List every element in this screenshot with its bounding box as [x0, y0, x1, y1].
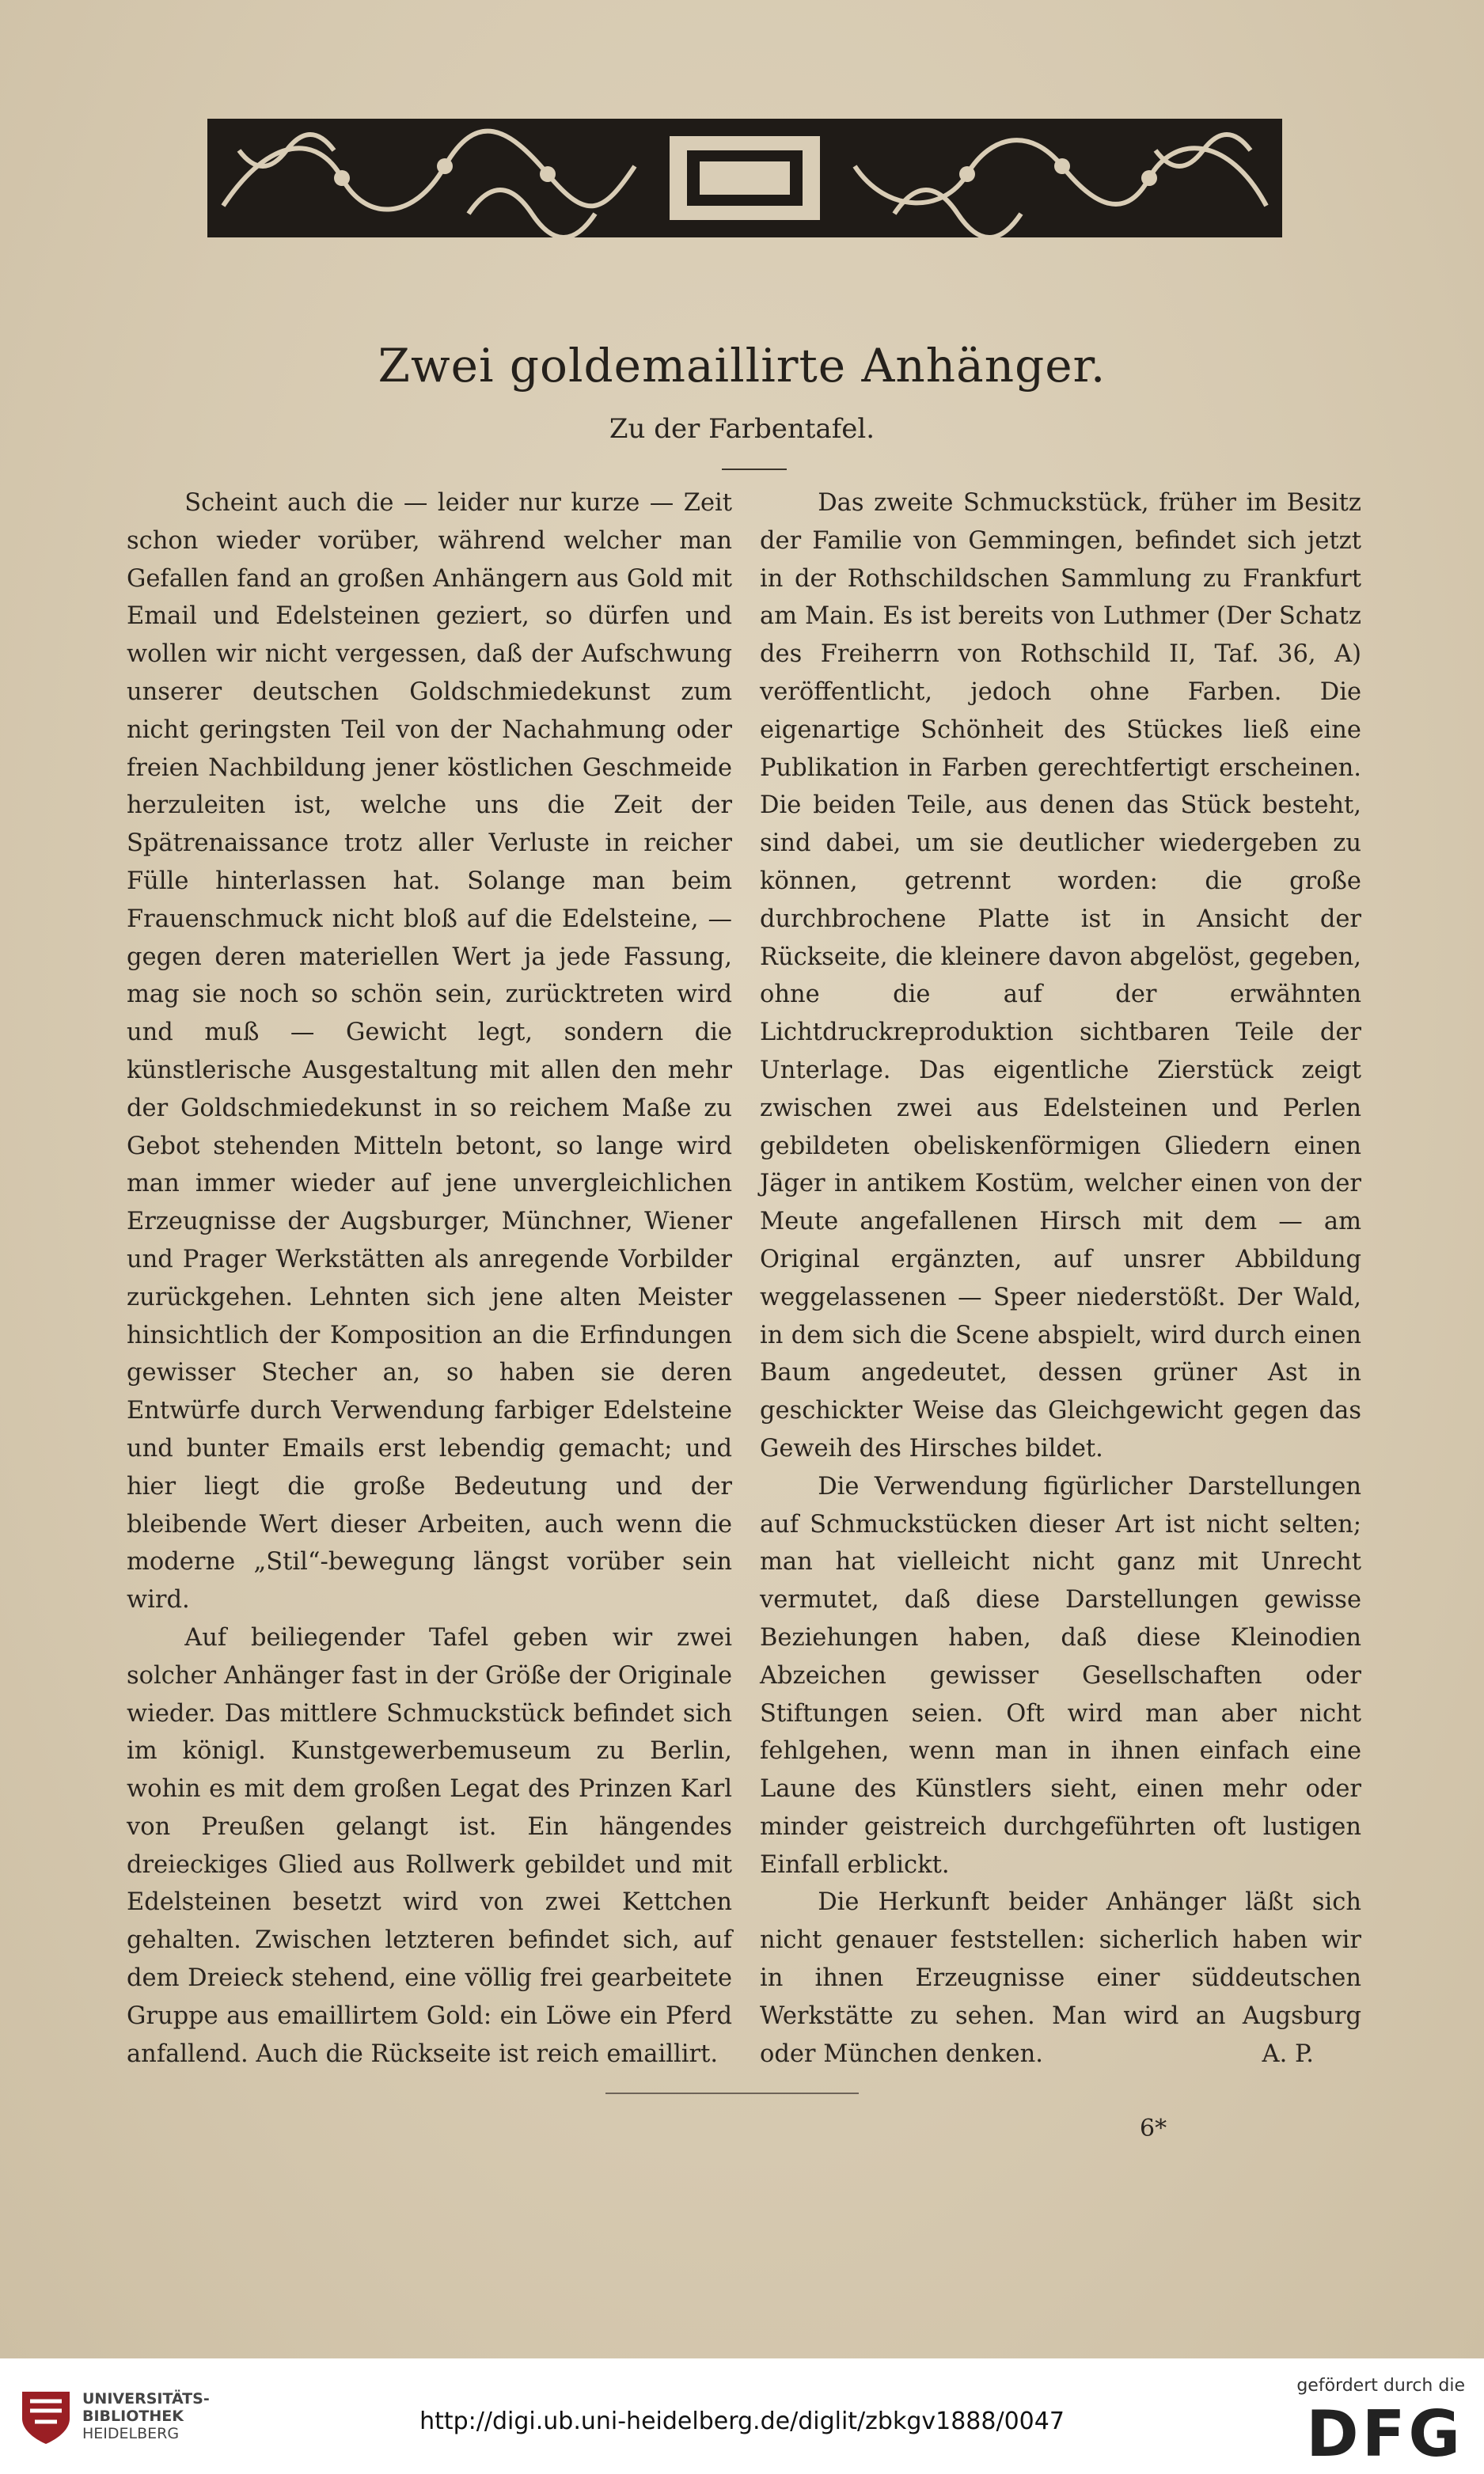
digitization-footer — [0, 2358, 1484, 2474]
source-url-link[interactable]: http://digi.ub.uni-heidelberg.de/diglit/zbkgv1888/0047 — [419, 2408, 1065, 2435]
paragraph: Die Herkunft beider Anhänger läßt sich nicht genauer feststellen: sicherlich haben wir in ihnen Erzeugnisse einer süddeutschen Werkstätte zu sehen. Man wird an Augsburg oder München denken. — [760, 1888, 1361, 2068]
paragraph: Scheint auch die — leider nur kurze — Zeit schon wieder vorüber, während welcher man Gefallen fand an großen Anhängern aus Gold mit Email und Edelsteinen geziert, so dürfen und wollen wir nicht vergessen, daß der Aufschwung unserer deutschen Goldschmiedekunst zum nicht geringsten Teil von der Nachahmung oder freien Nachbildung jener köstlichen Geschmeide herzuleiten ist, welche uns die Zeit der Spätrenaissance trotz aller Verluste in reicher Fülle hinterlassen hat. Solange man beim Frauenschmuck nicht bloß auf die Edelsteine, — gegen deren materiellen Wert ja jede Fassung, mag sie noch so schön sein, zurücktreten wird und muß — Gewicht legt, sondern die künstlerische Ausgestaltung mit allen den mehr der Goldschmiedekunst in so reichem Maße zu Gebot stehenden Mitteln betont, so lange wird man immer wieder auf jene unvergleichlichen Erzeugnisse der Augsburger, Münchner, Wiener und Prager Werkstätten als anregende Vorbilder zurückgehen. Lehnten sich jene alten Meister hinsichtlich der Komposition an die Erfindungen gewisser Stecher an, so haben sie deren Entwürfe durch Verwendung farbiger Edelsteine und bunter Emails erst lebendig gemacht; und hier liegt die große Bedeutung und der bleibende Wert dieser Arbeiten, auch wenn die moderne „Stil“-bewegung längst vorüber sein wird. — [127, 489, 732, 1615]
bottom-divider — [605, 2093, 859, 2094]
title-divider — [722, 469, 787, 470]
author-signature: A. P. — [1262, 2040, 1314, 2069]
institution-name: UNIVERSITÄTS- BIBLIOTHEK HEIDELBERG — [82, 2390, 210, 2442]
page-number: 6* — [1140, 2115, 1167, 2142]
text-column-right — [760, 484, 1361, 2074]
dfg-logo: DFG — [1306, 2397, 1463, 2471]
decorative-ornament-band — [207, 119, 1282, 237]
paragraph: Die Verwendung figürlicher Darstellungen auf Schmuckstücken dieser Art ist nicht selten; man hat vielleicht nicht ganz mit Unrecht vermutet, daß diese Darstellungen gewisse Beziehungen haben, daß diese Kleinodien Abzeichen gewisser Gesellschaften oder Stiftungen seien. Oft wird man aber nicht fehlgehen, wenn man in ihnen einfach eine Laune des Künstlers sieht, einen mehr oder minder geistreich durchgeführten oft lustigen Einfall erblickt. — [760, 1472, 1361, 1879]
paragraph: Auf beiliegender Tafel geben wir zwei solcher Anhänger fast in der Größe der Originale wieder. Das mittlere Schmuckstück befindet sich im königl. Kunstgewerbemuseum zu Berlin, wohin es mit dem großen Legat des Prinzen Karl von Preußen gelangt ist. Ein hängendes dreieckiges Glied aus Rollwerk gebildet und mit Edelsteinen besetzt wird von zwei Kettchen gehalten. Zwischen letzteren befindet sich, auf dem Dreieck stehend, eine völlig frei gearbeitete Gruppe aus emaillirtem Gold: ein Löwe ein Pferd anfallend. Auch die Rückseite ist reich emaillirt. — [127, 1623, 732, 2068]
text-column-left — [127, 484, 732, 2073]
article-subtitle: Zu der Farbentafel. — [609, 413, 875, 445]
article-title: Zwei goldemaillirte Anhänger. — [378, 339, 1106, 393]
paragraph: Das zweite Schmuckstück, früher im Besitz der Familie von Gemmingen, befindet sich jetzt in der Rothschildschen Sammlung zu Frankfurt am Main. Es ist bereits von Luthmer (Der Schatz des Freiherrn von Rothschild II, Taf. 36, A) veröffentlicht, jedoch ohne Farben. Die eigenartige Schönheit des Stückes ließ eine Publikation in Farben gerechtfertigt erscheinen. Die beiden Teile, aus denen das Stück besteht, sind dabei, um sie deutlicher wiedergeben zu können, getrennt worden: die große durchbrochene Platte ist in Ansicht der Rückseite, die kleinere davon abgelöst, gegeben, ohne die auf der erwähnten Lichtdruckreproduktion sichtbaren Teile der Unterlage. Das eigentliche Zierstück zeigt zwischen zwei aus Edelsteinen und Perlen gebildeten obeliskenförmigen Gliedern einen Jäger in antikem Kostüm, welcher einen von der Meute angefallenen Hirsch mit dem — am Original ergänzten, auf unsrer Abbildung weggelassenen — Speer niederstößt. Der Wald, in dem sich die Scene abspielt, wird durch einen Baum angedeutet, dessen grüner Ast in geschickter Weise das Gleichgewicht gegen das Geweih des Hirsches bildet. — [760, 489, 1361, 1463]
funding-label: gefördert durch die — [1296, 2376, 1465, 2396]
